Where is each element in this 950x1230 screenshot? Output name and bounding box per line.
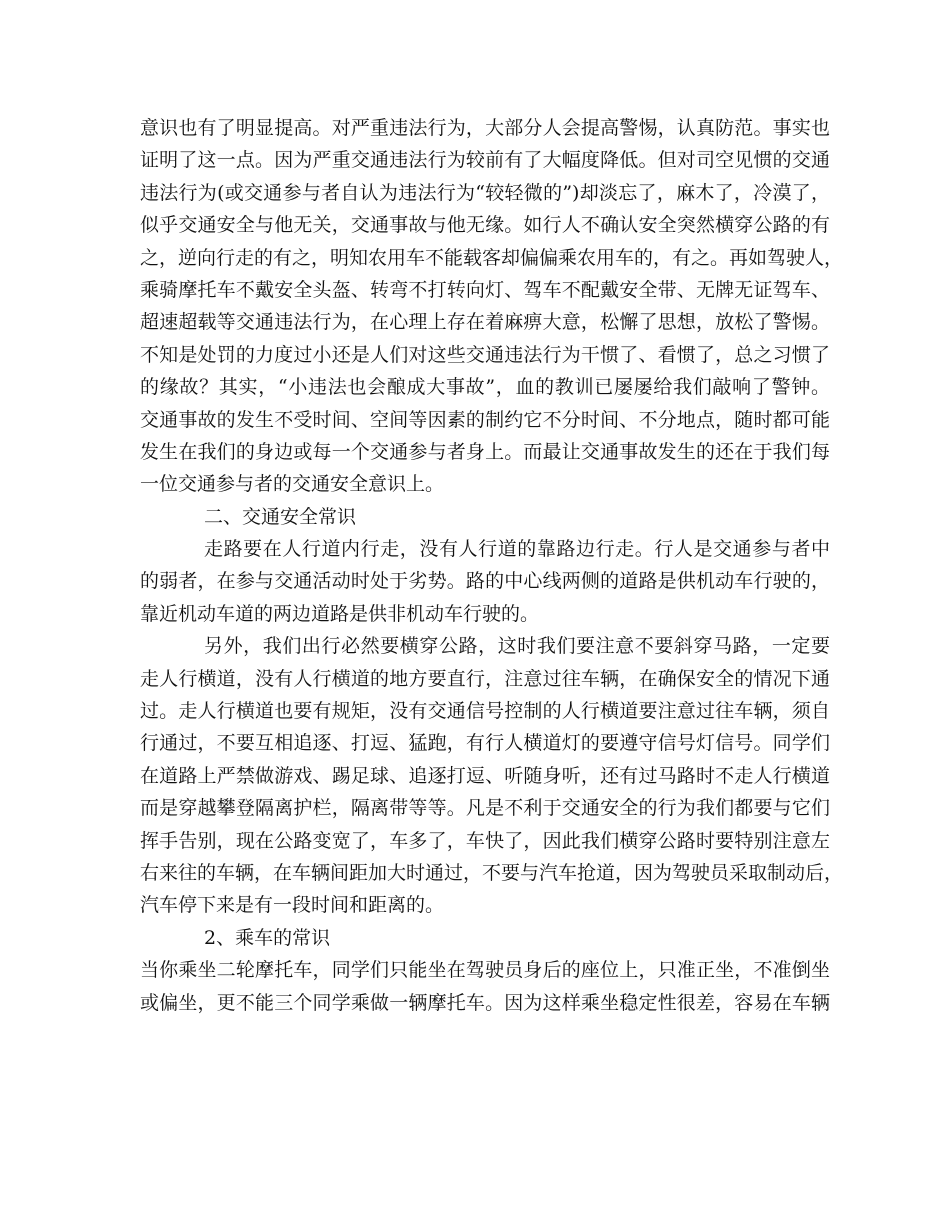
text-line: 靠近机动车道的两边道路是供非机动车行驶的。: [140, 602, 540, 625]
text-line: 或偏坐，更不能三个同学乘做一辆摩托车。因为这样乘坐稳定性很差，容易在车辆: [140, 991, 830, 1014]
text-line: 在道路上严禁做游戏、踢足球、追逐打逗、听随身听，还有过马路时不走人行横道: [140, 764, 830, 787]
text-line: 的弱者，在参与交通活动时处于劣势。路的中心线两侧的道路是供机动车行驶的，: [140, 570, 830, 593]
text-line: 交通事故的发生不受时间、空间等因素的制约它不分时间、不分地点，随时都可能: [140, 408, 830, 431]
paragraph-start-line: 另外，我们出行必然要横穿公路，这时我们要注意不要斜穿马路，一定要: [204, 635, 830, 658]
paragraph-start-line: 2、乘车的常识: [204, 926, 331, 949]
text-line: 发生在我们的身边或每一个交通参与者身上。而最让交通事故发生的还在于我们每: [140, 440, 830, 463]
text-line: 违法行为(或交通参与者自认为违法行为“较轻微的”)却淡忘了，麻木了，冷漠了，: [140, 181, 830, 204]
text-line: 不知是处罚的力度过小还是人们对这些交通违法行为干惯了、看惯了，总之习惯了: [140, 343, 830, 366]
text-line: 超速超载等交通违法行为，在心理上存在着麻痹大意，松懈了思想，放松了警惕。: [140, 311, 830, 334]
text-line: 一位交通参与者的交通安全意识上。: [140, 473, 445, 496]
text-line: 行通过，不要互相追逐、打逗、猛跑，有行人横道灯的要遵守信号灯信号。同学们: [140, 732, 830, 755]
text-line: 而是穿越攀登隔离护栏，隔离带等等。凡是不利于交通安全的行为我们都要与它们: [140, 797, 830, 820]
text-line: 汽车停下来是有一段时间和距离的。: [140, 894, 445, 917]
text-line: 之，逆向行走的有之，明知农用车不能载客却偏偏乘农用车的，有之。再如驾驶人，: [140, 246, 844, 269]
text-line: 的缘故？其实，“小违法也会酿成大事故”，血的教训已屡屡给我们敲响了警钟。: [140, 376, 830, 399]
text-line: 似乎交通安全与他无关，交通事故与他无缘。如行人不确认安全突然横穿公路的有: [140, 214, 830, 237]
text-line: 右来往的车辆，在车辆间距加大时通过，不要与汽车抢道，因为驾驶员采取制动后，: [140, 861, 844, 884]
text-line: 乘骑摩托车不戴安全头盔、转弯不打转向灯、驾车不配戴安全带、无牌无证驾车、: [140, 278, 830, 301]
text-line: 证明了这一点。因为严重交通违法行为较前有了大幅度降低。但对司空见惯的交通: [140, 149, 830, 172]
paragraph-start-line: 走路要在人行道内行走，没有人行道的靠路边行走。行人是交通参与者中: [204, 538, 830, 561]
paragraph-start-line: 二、交通安全常识: [204, 505, 357, 528]
text-line: 过。走人行横道也要有规矩，没有交通信号控制的人行横道要注意过往车辆，须自: [140, 700, 830, 723]
document-body: [140, 112, 844, 1019]
text-line: 走人行横道，没有人行横道的地方要直行，注意过往车辆，在确保安全的情况下通: [140, 667, 830, 690]
text-line: 意识也有了明显提高。对严重违法行为，大部分人会提高警惕，认真防范。事实也: [140, 117, 830, 139]
text-line: 当你乘坐二轮摩托车，同学们只能坐在驾驶员身后的座位上，只准正坐，不准倒坐: [140, 959, 830, 982]
text-line: 挥手告别，现在公路变宽了，车多了，车快了，因此我们横穿公路时要特别注意左: [140, 829, 830, 852]
